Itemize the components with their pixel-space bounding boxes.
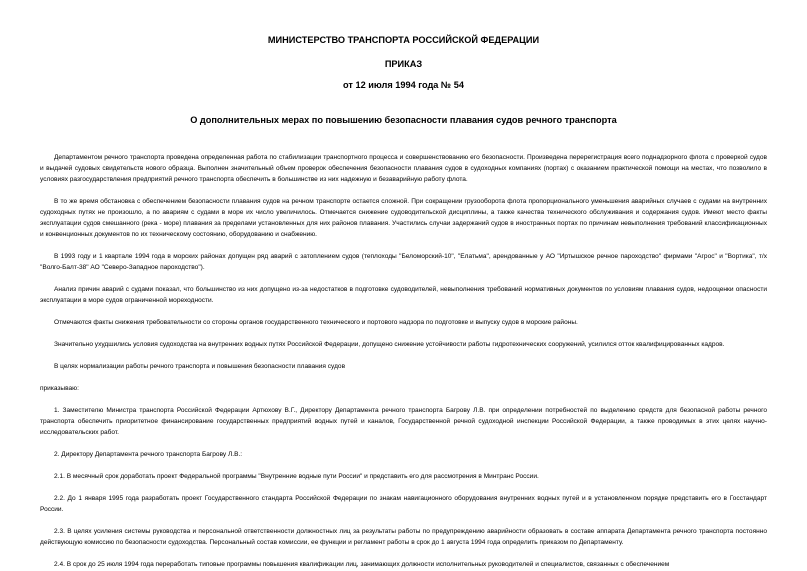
order-item: 1. Заместителю Министра транспорта Российской Федерации Артюхову В.Г., Директору Департамента речного транспорта Багрову Л.В. при определении потребностей по выделению средств для безопасной работы речного транспорта обеспечить приоритетное финансирование государственных предприятий водных путей и каналов, Государственной речной судоходной инспекции Российской Федерации, а также проводимых в этих целях научно-исследовательских работ. bbox=[40, 407, 767, 436]
paragraph: Значительно ухудшились условия судоходства на внутренних водных путях Российской Федерации, допущено снижение устойчивости работы гидротехнических сооружений, усилился отток квалифицированных кадров. bbox=[54, 341, 725, 348]
order-item: 2.3. В целях усиления системы руководства и персональной ответственности должностных лиц за результаты работы по предупреждению аварийности образовать в составе аппарата Департамента речного транспорта постоянно действующую комиссию по безопасности судоходства. Персональный состав комиссии, ее функции и регламент работы в срок до 1 августа 1994 года определить приказом по Департаменту. bbox=[40, 528, 767, 546]
paragraph: Анализ причин аварий с судами показал, что большинство из них допущено из-за недостатков в подготовке судоводителей, невыполнения требований нормативных документов по условиям плавания судов, недооценки опасности эксплуатации в море судов ограниченной мореходности. bbox=[40, 286, 767, 304]
document-type: ПРИКАЗ bbox=[384, 59, 423, 69]
ministry-name: МИНИСТЕРСТВО ТРАНСПОРТА РОССИЙСКОЙ ФЕДЕРАЦИИ bbox=[267, 35, 540, 45]
order-item: 2. Директору Департамента речного транспорта Багрову Л.В.: bbox=[54, 451, 243, 458]
paragraph: Отмечаются факты снижения требовательности со стороны органов государственного технического и портового надзора по подготовке и выпуску судов в морские районы. bbox=[54, 319, 578, 326]
order-item: 2.2. До 1 января 1995 года разработать проект Государственного стандарта Российской Федерации по знакам навигационного оборудования внутренних водных путей и в установленном порядке представить его в Госстандарт России. bbox=[40, 495, 767, 513]
paragraph: В 1993 году и 1 квартале 1994 года в морских районах допущен ряд аварий с затоплением судов (теплоходы "Беломорский-10", "Елатьма", арендованные у АО "Иртышское речное пароходство" фирмами "Агрос" и "Вортика", т/х "Волго-Балт-38" АО "Северо-Западное пароходство"). bbox=[40, 253, 767, 271]
paragraph: В целях нормализации работы речного транспорта и повышения безопасности плавания судов bbox=[54, 363, 346, 370]
paragraph: Департаментом речного транспорта проведена определенная работа по стабилизации транспортного процесса и совершенствованию его безопасности. Произведена перерегистрация всего поднадзорного флота с проверкой судов и выдачей судовых свидетельств нового образца. Выполнен значительный объем проверок обеспечения безопасности плавания судов в судоходных компаниях (портах) с оказанием практической помощи на местах, что позволило в условиях разгосударствления предприятий речного транспорта обеспечить в большинстве из них надежную и безаварийную работу флота. bbox=[40, 154, 767, 183]
paragraph: В то же время обстановка с обеспечением безопасности плавания судов на речном транспорте остается сложной. При сокращении грузооборота флота пропорционального уменьшения аварийных случаев с судами на внутренних судоходных путях не произошло, а по авариям с судами в море их число увеличилось. Отмечается снижение судоводительской дисциплины, а также качества технического обслуживания и содержания судов. Имеют место факты эксплуатации судов смешанного (река - море) плавания за пределами установленных для них районов плавания. Участились случаи задержаний судов в иностранных портах по причинам невыполнения требований классификационных и конвенционных документов по их техническому состоянию, оборудованию и снабжению. bbox=[40, 198, 767, 238]
document-header bbox=[40, 35, 767, 126]
order-word: приказываю: bbox=[40, 385, 79, 392]
document-title: О дополнительных мерах по повышению безопасности плавания судов речного транспорта bbox=[190, 115, 617, 125]
order-item: 2.1. В месячный срок доработать проект Федеральной программы "Внутренние водные пути России" и представить его для рассмотрения в Минтранс России. bbox=[54, 473, 539, 480]
document-body bbox=[40, 152, 767, 570]
document-date-number: от 12 июля 1994 года № 54 bbox=[343, 80, 464, 90]
order-item: 2.4. В срок до 25 июля 1994 года переработать типовые программы повышения квалификации лиц, занимающих должности исполнительных руководителей и специалистов, связанных с обеспечением bbox=[54, 561, 670, 568]
